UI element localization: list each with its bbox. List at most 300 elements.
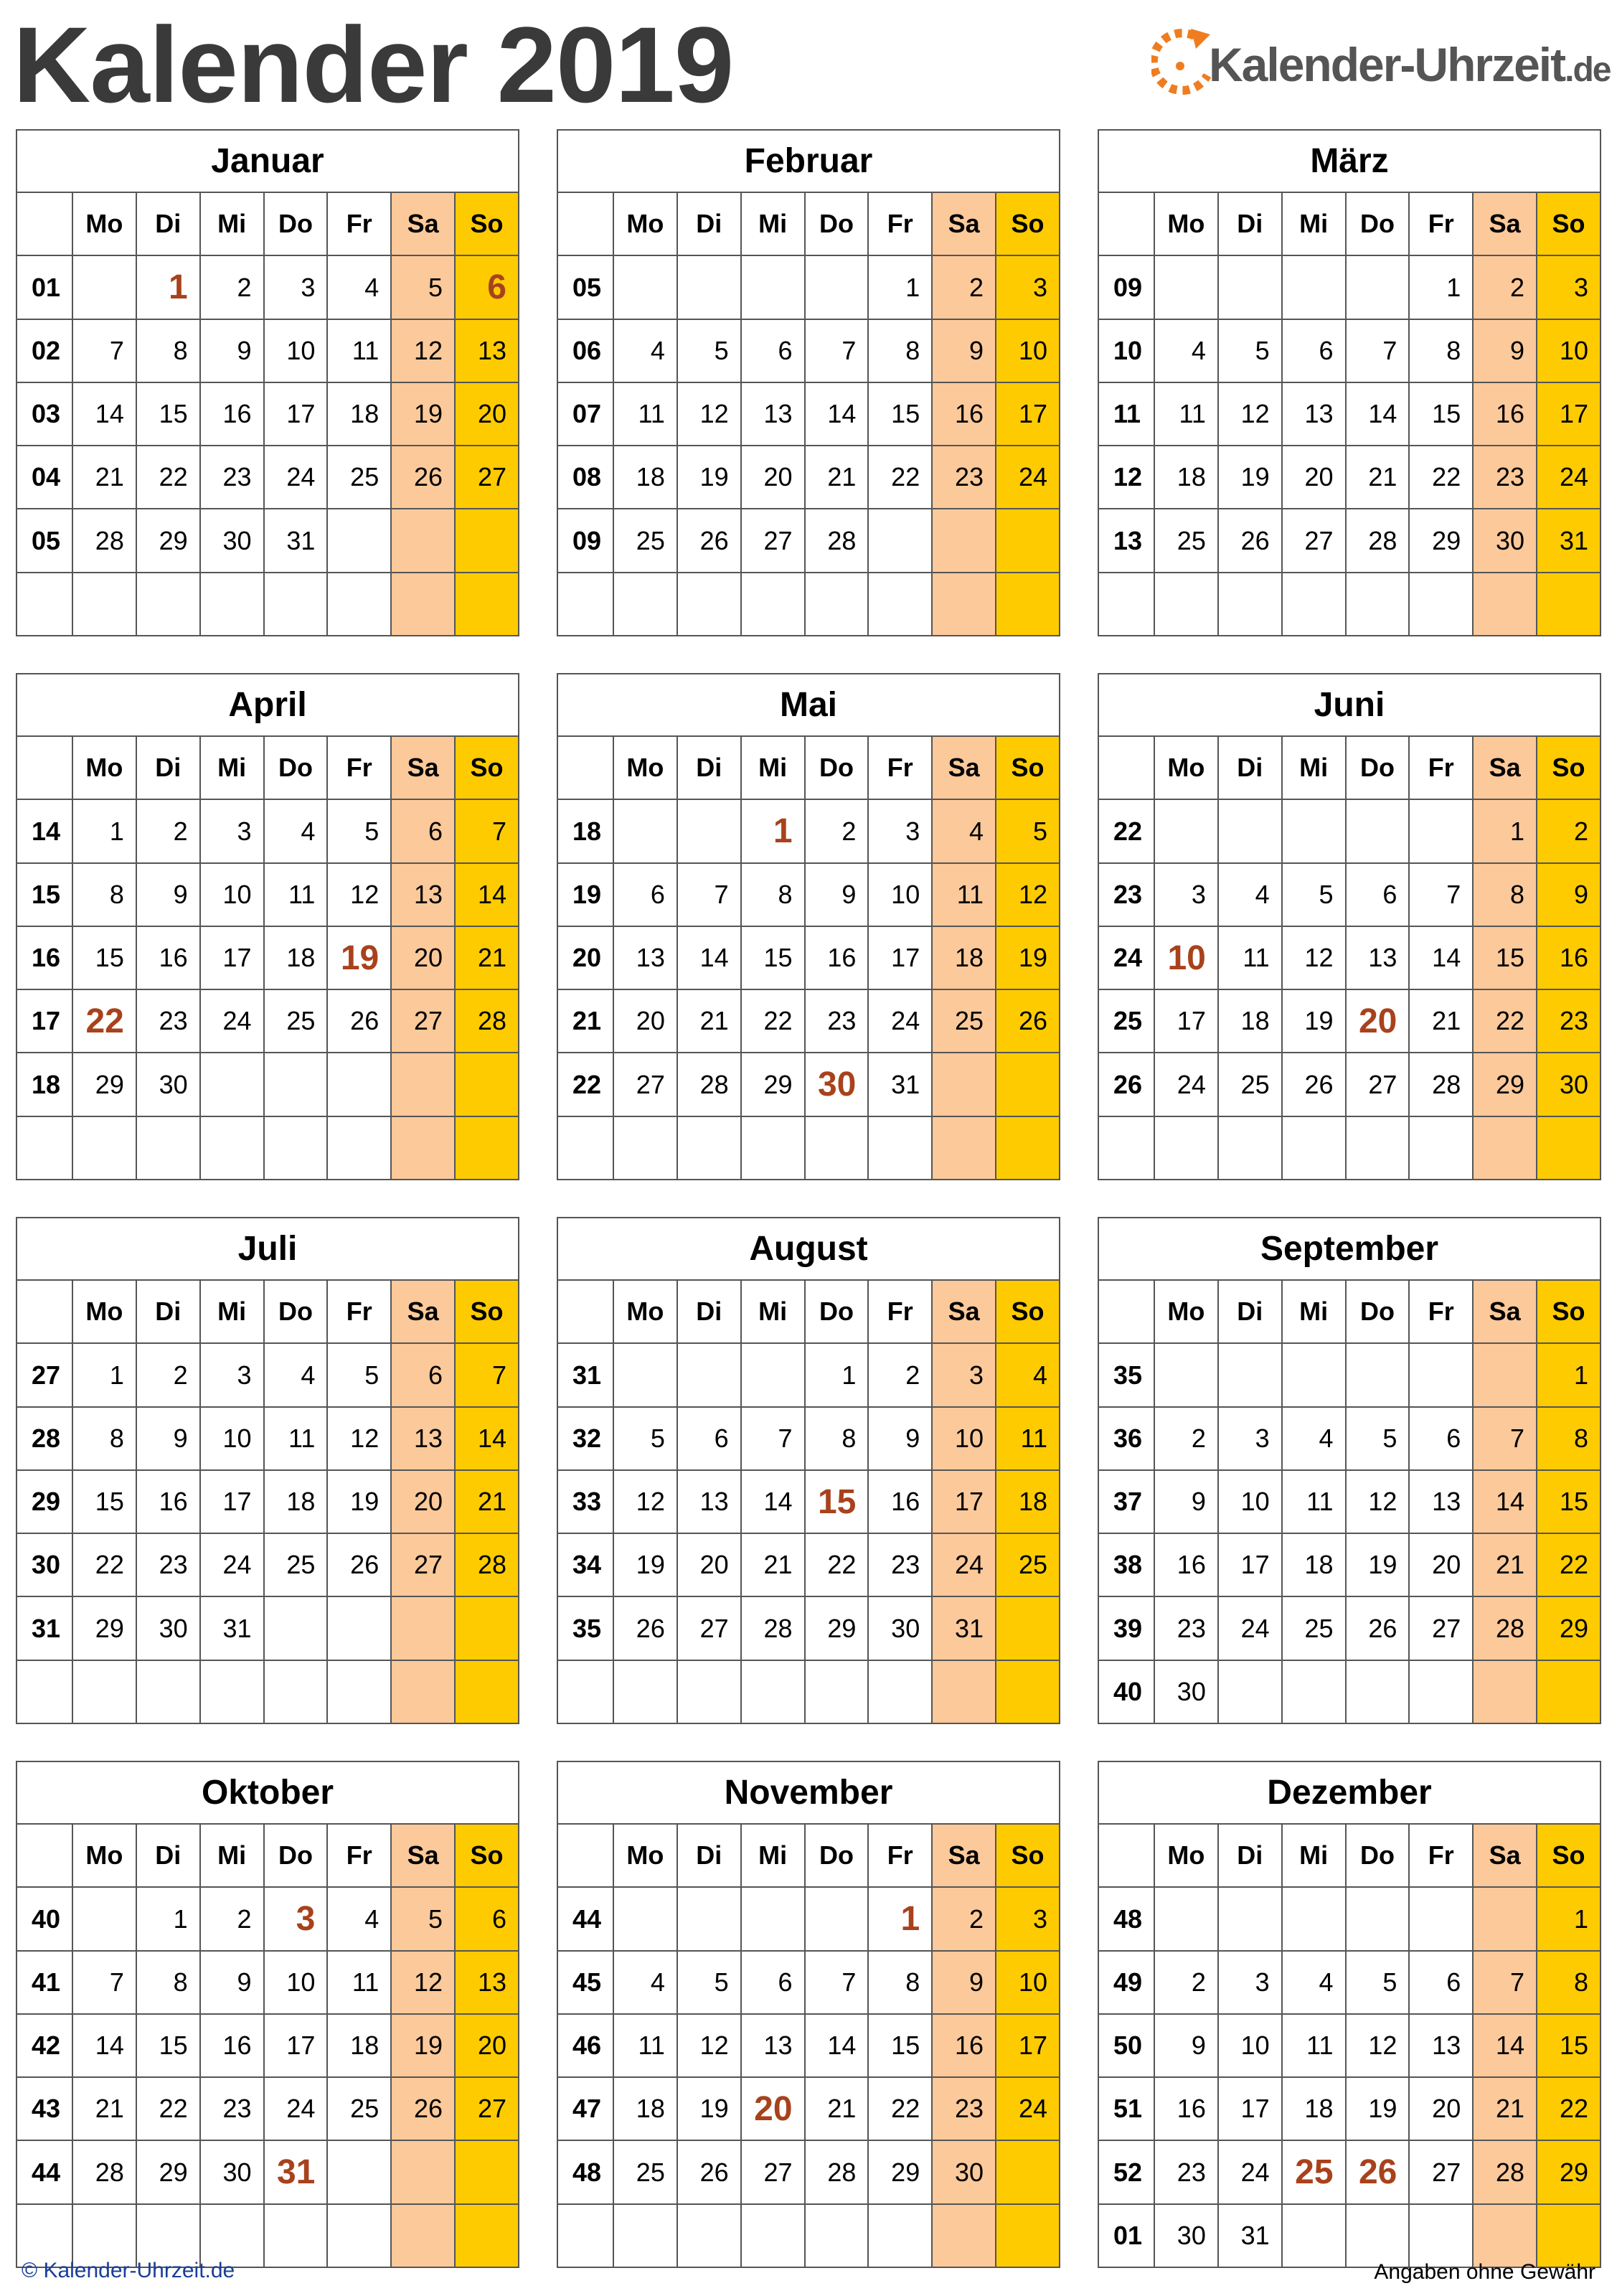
day-cell[interactable]: 7 (72, 1951, 136, 2014)
day-cell[interactable] (1473, 1887, 1537, 1950)
day-cell[interactable]: 5 (613, 1407, 677, 1470)
day-cell[interactable]: 31 (1537, 509, 1600, 572)
day-cell[interactable]: 16 (1154, 2077, 1218, 2140)
day-cell[interactable] (1537, 573, 1600, 636)
day-cell[interactable]: 30 (136, 1053, 200, 1116)
day-cell[interactable] (677, 1660, 741, 1723)
day-cell[interactable] (805, 1660, 869, 1723)
day-cell[interactable]: 15 (72, 926, 136, 989)
day-cell[interactable]: 25 (327, 2077, 391, 2140)
day-cell[interactable]: 23 (932, 2077, 996, 2140)
day-cell[interactable] (264, 1596, 328, 1660)
day-cell[interactable]: 16 (805, 926, 869, 989)
day-cell[interactable]: 21 (1346, 446, 1410, 509)
day-cell[interactable] (1154, 1116, 1218, 1180)
day-cell[interactable] (200, 2204, 264, 2267)
day-cell[interactable]: 22 (868, 2077, 932, 2140)
day-cell[interactable] (868, 573, 932, 636)
day-cell[interactable]: 16 (932, 2014, 996, 2077)
day-cell[interactable]: 9 (1154, 2014, 1218, 2077)
day-cell[interactable]: 27 (1409, 2140, 1473, 2203)
day-cell[interactable]: 23 (200, 2077, 264, 2140)
day-cell[interactable]: 7 (741, 1407, 805, 1470)
day-cell[interactable]: 27 (455, 446, 519, 509)
day-cell[interactable]: 5 (391, 1887, 455, 1950)
day-cell[interactable]: 7 (677, 863, 741, 926)
day-cell[interactable]: 8 (72, 863, 136, 926)
day-cell[interactable] (613, 799, 677, 862)
day-cell[interactable]: 6 (613, 863, 677, 926)
day-cell[interactable]: 19 (1282, 989, 1346, 1053)
day-cell[interactable] (868, 2204, 932, 2267)
day-cell[interactable] (613, 573, 677, 636)
day-cell[interactable]: 4 (613, 319, 677, 382)
day-cell[interactable] (1346, 573, 1410, 636)
day-cell[interactable]: 25 (264, 989, 328, 1053)
day-cell[interactable] (136, 2204, 200, 2267)
day-cell[interactable] (613, 1660, 677, 1723)
day-cell[interactable]: 16 (932, 382, 996, 446)
day-cell[interactable]: 26 (1282, 1053, 1346, 1116)
day-cell[interactable]: 28 (72, 2140, 136, 2203)
day-cell[interactable] (741, 255, 805, 319)
day-cell[interactable] (327, 1116, 391, 1180)
day-cell[interactable]: 29 (136, 2140, 200, 2203)
day-cell[interactable] (455, 1116, 519, 1180)
day-cell[interactable]: 20 (741, 2077, 805, 2140)
day-cell[interactable] (200, 573, 264, 636)
day-cell[interactable] (741, 1660, 805, 1723)
day-cell[interactable]: 13 (391, 1407, 455, 1470)
day-cell[interactable]: 30 (136, 1596, 200, 1660)
day-cell[interactable]: 15 (72, 1470, 136, 1533)
day-cell[interactable]: 12 (613, 1470, 677, 1533)
day-cell[interactable]: 3 (200, 799, 264, 862)
day-cell[interactable]: 27 (741, 509, 805, 572)
day-cell[interactable] (264, 1660, 328, 1723)
day-cell[interactable]: 29 (1537, 1596, 1600, 1660)
day-cell[interactable]: 25 (1154, 509, 1218, 572)
day-cell[interactable]: 26 (327, 1533, 391, 1596)
day-cell[interactable]: 28 (455, 1533, 519, 1596)
day-cell[interactable]: 28 (805, 2140, 869, 2203)
day-cell[interactable] (677, 2204, 741, 2267)
day-cell[interactable]: 15 (1473, 926, 1537, 989)
day-cell[interactable]: 30 (1154, 2204, 1218, 2267)
day-cell[interactable] (136, 573, 200, 636)
day-cell[interactable]: 11 (1282, 1470, 1346, 1533)
day-cell[interactable] (1409, 1660, 1473, 1723)
day-cell[interactable]: 5 (327, 799, 391, 862)
day-cell[interactable] (996, 1660, 1060, 1723)
day-cell[interactable] (1218, 573, 1282, 636)
day-cell[interactable]: 19 (677, 2077, 741, 2140)
day-cell[interactable] (391, 1116, 455, 1180)
day-cell[interactable]: 17 (1218, 1533, 1282, 1596)
day-cell[interactable]: 20 (455, 2014, 519, 2077)
day-cell[interactable]: 21 (72, 2077, 136, 2140)
day-cell[interactable] (1346, 2204, 1410, 2267)
day-cell[interactable]: 9 (136, 1407, 200, 1470)
day-cell[interactable]: 30 (200, 2140, 264, 2203)
day-cell[interactable] (868, 1116, 932, 1180)
day-cell[interactable]: 13 (455, 1951, 519, 2014)
day-cell[interactable]: 20 (741, 446, 805, 509)
day-cell[interactable] (1346, 1887, 1410, 1950)
day-cell[interactable]: 25 (932, 989, 996, 1053)
day-cell[interactable]: 12 (391, 319, 455, 382)
day-cell[interactable]: 13 (677, 1470, 741, 1533)
day-cell[interactable]: 10 (932, 1407, 996, 1470)
day-cell[interactable]: 29 (1473, 1053, 1537, 1116)
day-cell[interactable] (932, 573, 996, 636)
day-cell[interactable]: 11 (1282, 2014, 1346, 2077)
day-cell[interactable]: 17 (200, 1470, 264, 1533)
day-cell[interactable]: 2 (1537, 799, 1600, 862)
day-cell[interactable]: 28 (1473, 2140, 1537, 2203)
day-cell[interactable]: 24 (264, 2077, 328, 2140)
day-cell[interactable]: 15 (136, 2014, 200, 2077)
day-cell[interactable]: 17 (1154, 989, 1218, 1053)
day-cell[interactable]: 3 (1218, 1407, 1282, 1470)
day-cell[interactable]: 29 (1409, 509, 1473, 572)
day-cell[interactable]: 1 (868, 255, 932, 319)
day-cell[interactable]: 12 (391, 1951, 455, 2014)
day-cell[interactable] (1218, 1660, 1282, 1723)
day-cell[interactable]: 29 (72, 1053, 136, 1116)
day-cell[interactable]: 28 (805, 509, 869, 572)
day-cell[interactable]: 2 (1154, 1951, 1218, 2014)
day-cell[interactable]: 4 (1282, 1951, 1346, 2014)
day-cell[interactable]: 30 (932, 2140, 996, 2203)
day-cell[interactable]: 19 (327, 926, 391, 989)
day-cell[interactable]: 2 (932, 255, 996, 319)
day-cell[interactable]: 7 (72, 319, 136, 382)
day-cell[interactable]: 1 (1537, 1887, 1600, 1950)
day-cell[interactable]: 1 (805, 1343, 869, 1406)
day-cell[interactable]: 10 (996, 319, 1060, 382)
day-cell[interactable]: 9 (1473, 319, 1537, 382)
day-cell[interactable] (1346, 1116, 1410, 1180)
day-cell[interactable]: 10 (1537, 319, 1600, 382)
day-cell[interactable] (868, 509, 932, 572)
day-cell[interactable]: 24 (932, 1533, 996, 1596)
day-cell[interactable]: 16 (136, 926, 200, 989)
day-cell[interactable]: 22 (1537, 1533, 1600, 1596)
day-cell[interactable] (677, 255, 741, 319)
day-cell[interactable]: 23 (1154, 1596, 1218, 1660)
day-cell[interactable] (72, 1660, 136, 1723)
day-cell[interactable]: 27 (741, 2140, 805, 2203)
day-cell[interactable]: 6 (455, 1887, 519, 1950)
day-cell[interactable]: 3 (996, 255, 1060, 319)
day-cell[interactable]: 10 (200, 1407, 264, 1470)
day-cell[interactable] (932, 1053, 996, 1116)
day-cell[interactable] (1282, 799, 1346, 862)
day-cell[interactable] (741, 573, 805, 636)
day-cell[interactable]: 10 (264, 1951, 328, 2014)
day-cell[interactable]: 24 (868, 989, 932, 1053)
day-cell[interactable]: 11 (327, 1951, 391, 2014)
day-cell[interactable]: 1 (868, 1887, 932, 1950)
day-cell[interactable]: 2 (805, 799, 869, 862)
day-cell[interactable]: 6 (455, 255, 519, 319)
day-cell[interactable]: 17 (264, 2014, 328, 2077)
day-cell[interactable]: 22 (136, 446, 200, 509)
day-cell[interactable]: 25 (613, 2140, 677, 2203)
day-cell[interactable]: 24 (996, 446, 1060, 509)
day-cell[interactable]: 19 (391, 2014, 455, 2077)
day-cell[interactable] (327, 1660, 391, 1723)
day-cell[interactable]: 5 (1282, 863, 1346, 926)
day-cell[interactable]: 3 (996, 1887, 1060, 1950)
day-cell[interactable]: 1 (1537, 1343, 1600, 1406)
day-cell[interactable] (455, 1596, 519, 1660)
day-cell[interactable] (1282, 573, 1346, 636)
day-cell[interactable]: 3 (1218, 1951, 1282, 2014)
day-cell[interactable]: 3 (200, 1343, 264, 1406)
day-cell[interactable]: 24 (1218, 1596, 1282, 1660)
day-cell[interactable]: 8 (72, 1407, 136, 1470)
day-cell[interactable]: 25 (1282, 2140, 1346, 2203)
day-cell[interactable] (1154, 1343, 1218, 1406)
day-cell[interactable]: 22 (1409, 446, 1473, 509)
day-cell[interactable] (741, 1343, 805, 1406)
day-cell[interactable]: 20 (1409, 2077, 1473, 2140)
day-cell[interactable]: 31 (264, 2140, 328, 2203)
day-cell[interactable]: 17 (264, 382, 328, 446)
day-cell[interactable]: 23 (136, 1533, 200, 1596)
day-cell[interactable] (677, 573, 741, 636)
day-cell[interactable]: 12 (677, 382, 741, 446)
day-cell[interactable] (1409, 799, 1473, 862)
day-cell[interactable]: 4 (1282, 1407, 1346, 1470)
day-cell[interactable] (391, 2204, 455, 2267)
day-cell[interactable]: 14 (72, 382, 136, 446)
day-cell[interactable]: 12 (1346, 1470, 1410, 1533)
day-cell[interactable]: 18 (327, 2014, 391, 2077)
day-cell[interactable] (391, 1053, 455, 1116)
day-cell[interactable]: 6 (741, 319, 805, 382)
day-cell[interactable]: 19 (1346, 2077, 1410, 2140)
day-cell[interactable]: 29 (1537, 2140, 1600, 2203)
day-cell[interactable]: 21 (1473, 2077, 1537, 2140)
day-cell[interactable]: 31 (932, 1596, 996, 1660)
day-cell[interactable]: 30 (805, 1053, 869, 1116)
day-cell[interactable]: 7 (1473, 1407, 1537, 1470)
day-cell[interactable] (677, 1887, 741, 1950)
day-cell[interactable] (391, 573, 455, 636)
day-cell[interactable]: 18 (327, 382, 391, 446)
day-cell[interactable]: 20 (1346, 989, 1410, 1053)
day-cell[interactable]: 30 (1473, 509, 1537, 572)
day-cell[interactable]: 11 (932, 863, 996, 926)
day-cell[interactable]: 20 (1409, 1533, 1473, 1596)
day-cell[interactable]: 20 (677, 1533, 741, 1596)
day-cell[interactable] (455, 2140, 519, 2203)
day-cell[interactable]: 13 (1409, 2014, 1473, 2077)
day-cell[interactable]: 6 (1282, 319, 1346, 382)
day-cell[interactable] (264, 2204, 328, 2267)
day-cell[interactable] (741, 2204, 805, 2267)
day-cell[interactable] (1473, 1116, 1537, 1180)
day-cell[interactable]: 1 (136, 255, 200, 319)
day-cell[interactable]: 21 (805, 2077, 869, 2140)
day-cell[interactable]: 6 (1409, 1407, 1473, 1470)
day-cell[interactable]: 1 (1409, 255, 1473, 319)
day-cell[interactable]: 8 (1473, 863, 1537, 926)
day-cell[interactable] (455, 509, 519, 572)
day-cell[interactable]: 14 (805, 2014, 869, 2077)
day-cell[interactable] (72, 1116, 136, 1180)
day-cell[interactable]: 22 (72, 989, 136, 1053)
day-cell[interactable]: 23 (136, 989, 200, 1053)
day-cell[interactable]: 31 (1218, 2204, 1282, 2267)
day-cell[interactable]: 25 (996, 1533, 1060, 1596)
day-cell[interactable] (1537, 1660, 1600, 1723)
day-cell[interactable]: 4 (264, 799, 328, 862)
day-cell[interactable]: 4 (264, 1343, 328, 1406)
day-cell[interactable] (264, 1053, 328, 1116)
day-cell[interactable] (1154, 255, 1218, 319)
day-cell[interactable]: 21 (1409, 989, 1473, 1053)
day-cell[interactable]: 22 (1473, 989, 1537, 1053)
day-cell[interactable] (677, 1116, 741, 1180)
day-cell[interactable]: 19 (391, 382, 455, 446)
day-cell[interactable] (996, 2140, 1060, 2203)
day-cell[interactable]: 9 (1537, 863, 1600, 926)
day-cell[interactable] (391, 509, 455, 572)
day-cell[interactable] (1218, 1116, 1282, 1180)
day-cell[interactable]: 11 (996, 1407, 1060, 1470)
day-cell[interactable]: 9 (200, 1951, 264, 2014)
day-cell[interactable] (1282, 2204, 1346, 2267)
day-cell[interactable]: 3 (1154, 863, 1218, 926)
day-cell[interactable]: 18 (613, 2077, 677, 2140)
day-cell[interactable]: 27 (1409, 1596, 1473, 1660)
day-cell[interactable] (327, 1596, 391, 1660)
day-cell[interactable]: 4 (1154, 319, 1218, 382)
day-cell[interactable]: 5 (391, 255, 455, 319)
day-cell[interactable]: 11 (264, 1407, 328, 1470)
day-cell[interactable]: 23 (1154, 2140, 1218, 2203)
day-cell[interactable] (1473, 2204, 1537, 2267)
day-cell[interactable]: 9 (868, 1407, 932, 1470)
day-cell[interactable] (805, 255, 869, 319)
day-cell[interactable]: 12 (677, 2014, 741, 2077)
day-cell[interactable]: 22 (72, 1533, 136, 1596)
day-cell[interactable]: 2 (1154, 1407, 1218, 1470)
day-cell[interactable]: 18 (613, 446, 677, 509)
day-cell[interactable]: 10 (868, 863, 932, 926)
day-cell[interactable]: 4 (1218, 863, 1282, 926)
footer-copyright[interactable]: © Kalender-Uhrzeit.de (22, 2259, 235, 2282)
day-cell[interactable]: 21 (455, 1470, 519, 1533)
day-cell[interactable]: 31 (200, 1596, 264, 1660)
day-cell[interactable]: 19 (1218, 446, 1282, 509)
day-cell[interactable]: 3 (264, 1887, 328, 1950)
day-cell[interactable]: 25 (264, 1533, 328, 1596)
day-cell[interactable]: 27 (455, 2077, 519, 2140)
day-cell[interactable]: 28 (1346, 509, 1410, 572)
day-cell[interactable]: 16 (1473, 382, 1537, 446)
day-cell[interactable]: 14 (455, 1407, 519, 1470)
day-cell[interactable] (455, 1660, 519, 1723)
day-cell[interactable]: 10 (996, 1951, 1060, 2014)
day-cell[interactable]: 30 (868, 1596, 932, 1660)
day-cell[interactable] (613, 2204, 677, 2267)
day-cell[interactable]: 23 (1537, 989, 1600, 1053)
day-cell[interactable] (391, 1596, 455, 1660)
day-cell[interactable]: 9 (805, 863, 869, 926)
day-cell[interactable]: 4 (327, 255, 391, 319)
day-cell[interactable] (136, 1116, 200, 1180)
day-cell[interactable]: 22 (136, 2077, 200, 2140)
day-cell[interactable] (1218, 1887, 1282, 1950)
day-cell[interactable] (1409, 1887, 1473, 1950)
day-cell[interactable]: 28 (741, 1596, 805, 1660)
day-cell[interactable] (1346, 1660, 1410, 1723)
day-cell[interactable]: 20 (1282, 446, 1346, 509)
day-cell[interactable]: 22 (741, 989, 805, 1053)
day-cell[interactable]: 24 (1537, 446, 1600, 509)
day-cell[interactable]: 4 (932, 799, 996, 862)
day-cell[interactable]: 2 (200, 255, 264, 319)
day-cell[interactable] (1154, 573, 1218, 636)
day-cell[interactable]: 28 (677, 1053, 741, 1116)
day-cell[interactable]: 12 (996, 863, 1060, 926)
day-cell[interactable]: 8 (1537, 1951, 1600, 2014)
day-cell[interactable]: 21 (677, 989, 741, 1053)
day-cell[interactable]: 14 (1346, 382, 1410, 446)
day-cell[interactable]: 27 (391, 989, 455, 1053)
day-cell[interactable]: 7 (1409, 863, 1473, 926)
day-cell[interactable]: 12 (1282, 926, 1346, 989)
day-cell[interactable]: 8 (868, 319, 932, 382)
day-cell[interactable] (996, 1116, 1060, 1180)
day-cell[interactable]: 1 (136, 1887, 200, 1950)
day-cell[interactable]: 11 (264, 863, 328, 926)
day-cell[interactable]: 10 (1218, 2014, 1282, 2077)
day-cell[interactable] (200, 1660, 264, 1723)
day-cell[interactable]: 23 (1473, 446, 1537, 509)
day-cell[interactable]: 16 (868, 1470, 932, 1533)
day-cell[interactable]: 8 (1537, 1407, 1600, 1470)
day-cell[interactable] (1218, 1343, 1282, 1406)
day-cell[interactable]: 29 (868, 2140, 932, 2203)
day-cell[interactable]: 23 (932, 446, 996, 509)
day-cell[interactable]: 14 (677, 926, 741, 989)
day-cell[interactable]: 26 (1218, 509, 1282, 572)
day-cell[interactable] (1282, 1887, 1346, 1950)
day-cell[interactable]: 28 (1473, 1596, 1537, 1660)
day-cell[interactable] (264, 573, 328, 636)
day-cell[interactable]: 14 (455, 863, 519, 926)
day-cell[interactable] (1346, 799, 1410, 862)
day-cell[interactable]: 16 (1537, 926, 1600, 989)
day-cell[interactable]: 17 (996, 382, 1060, 446)
day-cell[interactable]: 12 (1346, 2014, 1410, 2077)
day-cell[interactable]: 5 (677, 319, 741, 382)
day-cell[interactable] (1409, 573, 1473, 636)
day-cell[interactable] (1473, 1343, 1537, 1406)
day-cell[interactable] (327, 573, 391, 636)
day-cell[interactable]: 4 (613, 1951, 677, 2014)
day-cell[interactable]: 16 (1154, 1533, 1218, 1596)
day-cell[interactable]: 8 (741, 863, 805, 926)
day-cell[interactable] (1409, 2204, 1473, 2267)
day-cell[interactable] (932, 509, 996, 572)
